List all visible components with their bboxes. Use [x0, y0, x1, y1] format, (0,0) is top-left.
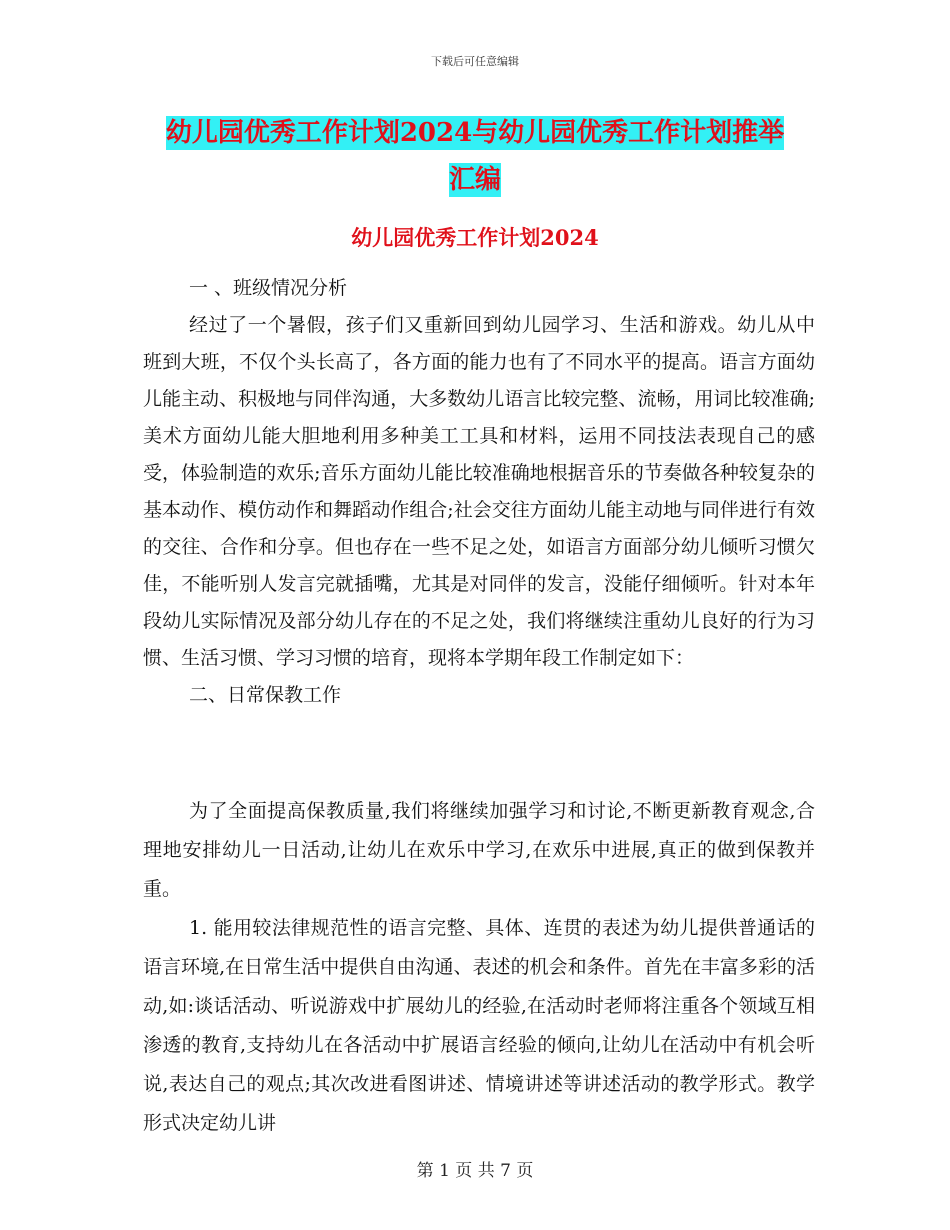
paragraph-daily-work: 为了全面提高保教质量,我们将继续加强学习和讨论,不断更新教育观念,合理地安排幼儿一日活动,让幼儿在欢乐中学习,在欢乐中进展,真正的做到保教并重。: [143, 800, 815, 900]
paragraph-language-item: 1. 能用较法律规范性的语言完整、具体、连贯的表述为幼儿提供普通话的语言环境,在日常生活中提供自由沟通、表述的机会和条件。首先在丰富多彩的活动,如:谈话活动、听说游戏中扩展幼儿的经验,在活动时老师将注重各个领域互相渗透的教育,支持幼儿在各活动中扩展语言经验的倾向,让幼儿在活动中有机会听说,表达自己的观点;其次改进看图讲述、情境讲述等讲述活动的教学形式。教学形式决定幼儿讲: [143, 917, 815, 1134]
header-note: 下载后可任意编辑: [431, 55, 519, 68]
title-line-1: 幼儿园优秀工作计划2024与幼儿园优秀工作计划推举: [165, 118, 785, 148]
document-body-continued: [143, 792, 815, 1143]
paragraph-class-analysis: 经过了一个暑假，孩子们又重新回到幼儿园学习、生活和游戏。幼儿从中班到大班，不仅个头长高了，各方面的能力也有了不同水平的提高。语言方面幼儿能主动、积极地与同伴沟通，大多数幼儿语言比较完整、流畅，用词比较准确;美术方面幼儿能大胆地利用多种美工工具和材料，运用不同技法表现自己的感受，体验制造的欢乐;音乐方面幼儿能比较准确地根据音乐的节奏做各种较复杂的基本动作、模仿动作和舞蹈动作组合;社会交往方面幼儿能主动地与同伴进行有效的交往、合作和分享。但也存在一些不足之处，如语言方面部分幼儿倾听习惯欠佳，不能听别人发言完就插嘴，尤其是对同伴的发言，没能仔细倾听。针对本年段幼儿实际情况及部分幼儿存在的不足之处，我们将继续注重幼儿良好的行为习惯、生活习惯、学习习惯的培育，现将本学期年段工作制定如下：: [143, 314, 815, 669]
page-number: 第 1 页 共 7 页: [416, 1161, 534, 1181]
title-line-2: 汇编: [448, 165, 501, 195]
document-body: [143, 270, 815, 714]
heading-class-analysis: 一 、班级情况分析: [189, 277, 348, 299]
heading-daily-work: 二、日常保教工作: [189, 684, 342, 706]
document-title: [0, 110, 950, 204]
section-title: 幼儿园优秀工作计划2024: [351, 225, 599, 250]
